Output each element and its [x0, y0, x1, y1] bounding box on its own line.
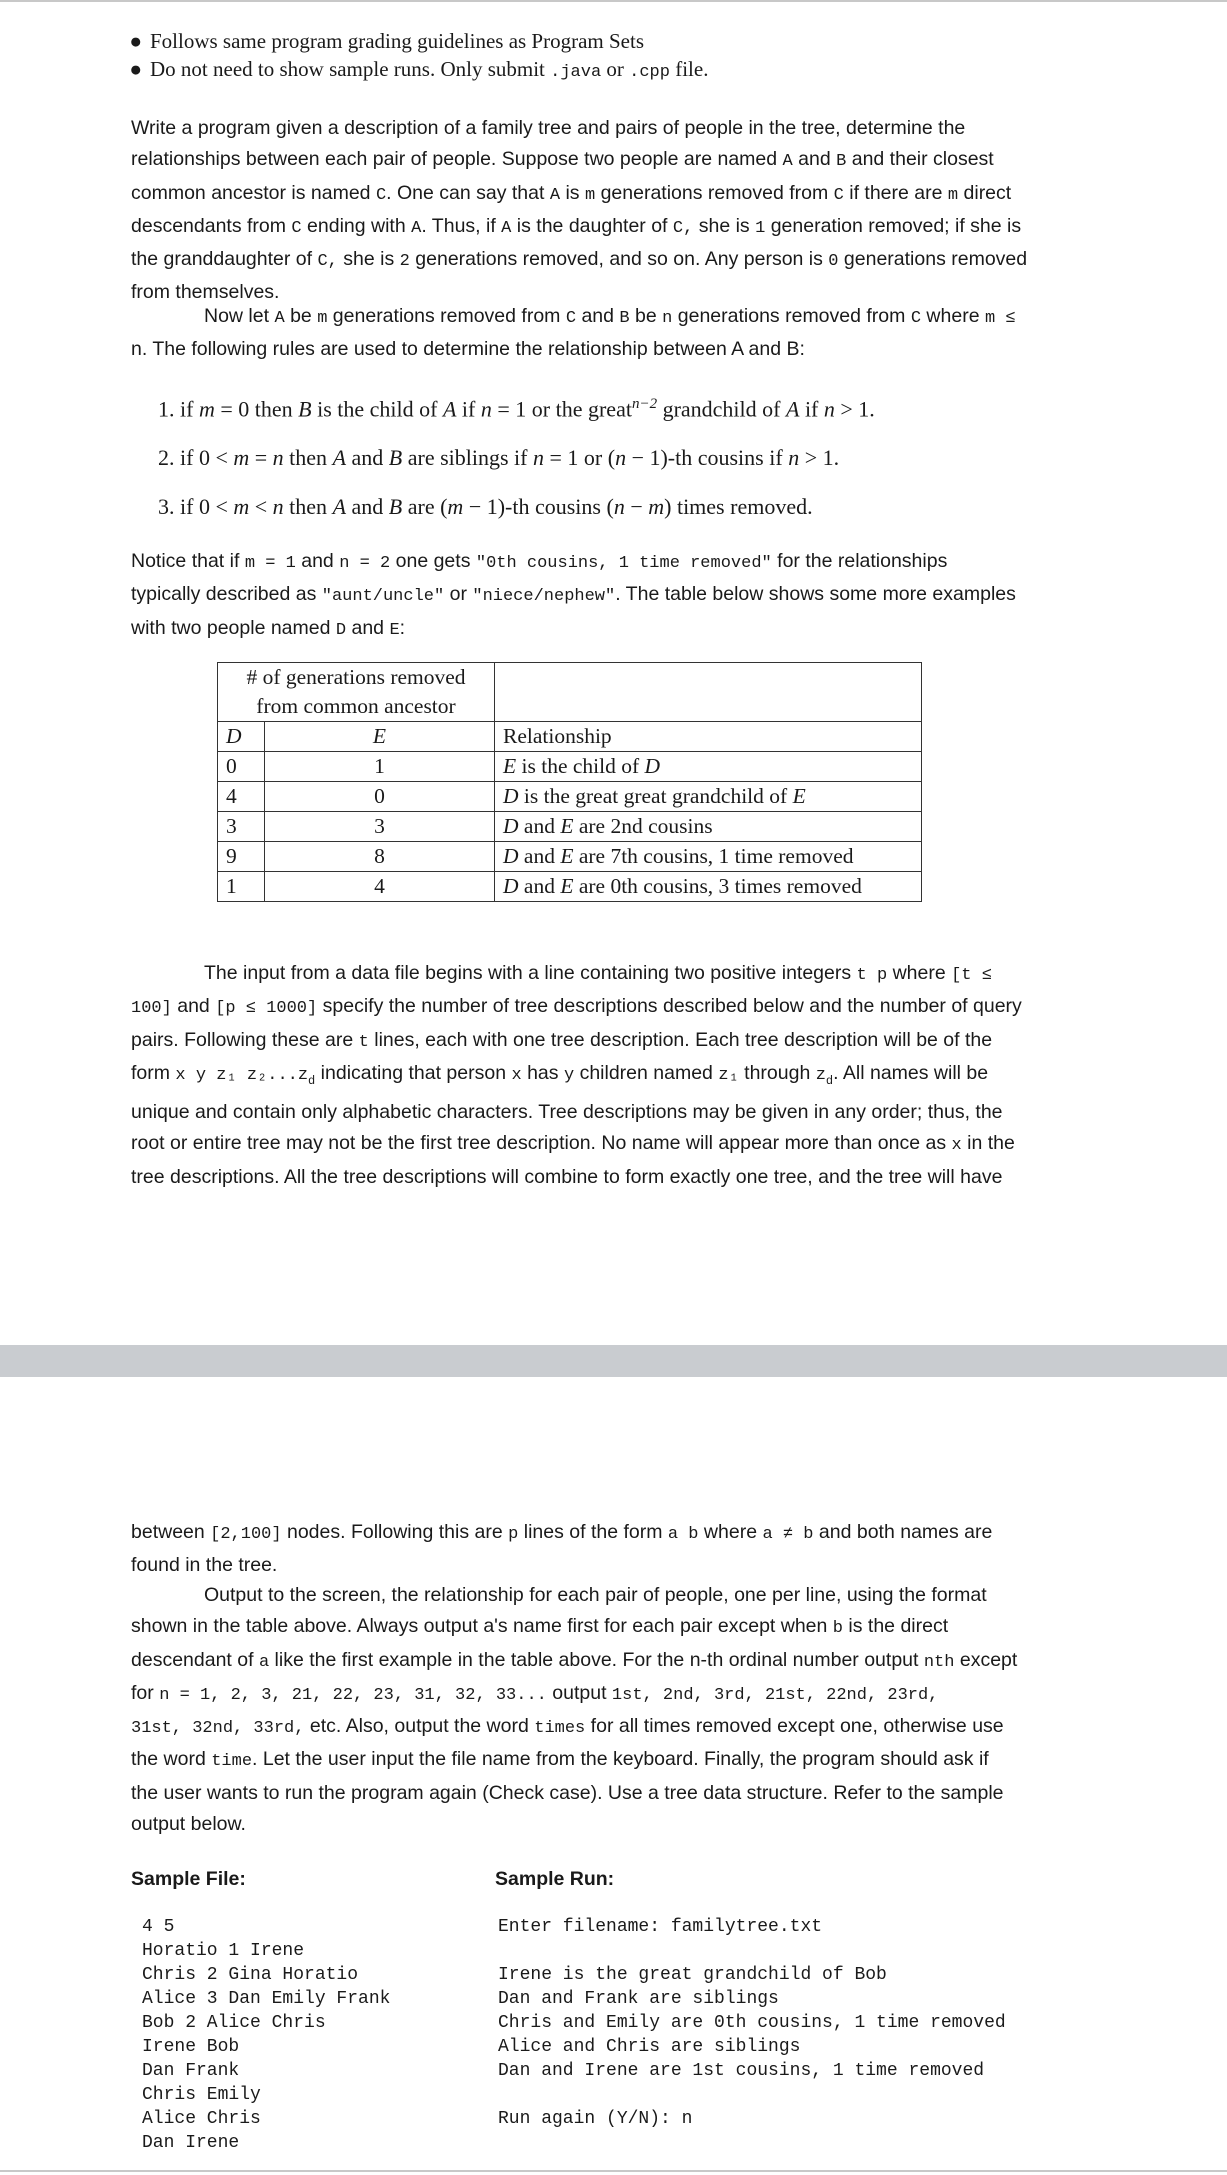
- code: n = 2: [339, 554, 391, 573]
- text: like the first example in the table above. For the n-th ordinal number output: [269, 1648, 924, 1671]
- text: specify the number of tree descriptions described below and the number of query: [317, 995, 1022, 1018]
- var: D: [644, 754, 661, 778]
- code: [2,100]: [210, 1525, 282, 1544]
- var: A: [332, 445, 347, 470]
- text: and: [792, 148, 837, 171]
- code: C: [291, 218, 302, 238]
- text-line: [131, 178, 1111, 211]
- text: root or entire tree may not be the first tree description. No name will appear more than once as: [131, 1132, 952, 1155]
- text: generations removed from: [595, 181, 834, 204]
- code: nth: [923, 1652, 955, 1672]
- column-header-relationship: Relationship: [495, 722, 922, 752]
- table-row: [218, 782, 922, 812]
- code: a b: [667, 1525, 699, 1544]
- code: B: [836, 152, 847, 172]
- text: form: [131, 1061, 176, 1084]
- text: are 7th cousins, 1 time removed: [573, 844, 854, 868]
- sample-file-heading: Sample File:: [131, 1868, 246, 1890]
- text: grandchild of: [657, 396, 786, 422]
- text: between: [131, 1521, 211, 1543]
- text: except: [954, 1648, 1018, 1671]
- code: m = 1: [244, 554, 296, 573]
- text-line: [131, 1025, 1121, 1058]
- code: "0th cousins, 1 time removed": [475, 554, 772, 573]
- text-line: [131, 1744, 1121, 1777]
- text-line: [131, 1711, 1121, 1744]
- document-page-2: [0, 1377, 1227, 2167]
- text: descendants from: [131, 214, 292, 237]
- text-line: output below.: [131, 1813, 246, 1836]
- text: if: [456, 396, 481, 422]
- code: a: [258, 1652, 270, 1672]
- code: "niece/nephew": [472, 587, 616, 607]
- text: −: [624, 494, 649, 519]
- cell-relationship: [495, 842, 922, 872]
- text: lines, each with one tree description. Each tree description will be of the: [368, 1028, 993, 1051]
- cell-e: 3: [265, 812, 495, 842]
- code: x y z₁ z₂...z: [175, 1065, 309, 1085]
- text: common ancestor is named: [131, 181, 376, 204]
- text-line: from themselves.: [131, 281, 280, 304]
- text: generations removed, and so on. Any person is: [409, 248, 829, 271]
- header-text: # of generations removed: [246, 665, 466, 689]
- code: z: [815, 1065, 826, 1085]
- code: time: [211, 1752, 253, 1772]
- text: = 1 or (: [544, 445, 616, 470]
- superscript: n−2: [631, 396, 658, 412]
- text: if 0 <: [180, 494, 234, 519]
- code: p: [508, 1525, 519, 1544]
- text: Notice that if: [131, 550, 245, 572]
- code: b: [832, 1619, 843, 1639]
- var: E: [560, 814, 574, 838]
- text: generation removed; if she is: [765, 214, 1022, 237]
- relationship-table: [217, 662, 922, 902]
- text-line: [131, 211, 1111, 244]
- bullet-text: or: [601, 57, 630, 81]
- blank-header-cell: [495, 663, 922, 722]
- text: . Thus, if: [421, 214, 502, 237]
- text: direct: [958, 181, 1012, 204]
- column-header-e: E: [265, 722, 495, 752]
- text: where: [887, 962, 952, 984]
- text: shown in the table above. Always output a's name first for each pair except when: [131, 1615, 833, 1638]
- text: = 1 or the great: [491, 396, 632, 422]
- cell-relationship: [495, 782, 922, 812]
- rule-item: [158, 445, 875, 494]
- var: B: [388, 494, 403, 519]
- text: − 1)-th cousins if: [626, 445, 789, 470]
- table-row: [218, 812, 922, 842]
- column-header-d: D: [218, 722, 265, 752]
- text: if: [799, 396, 824, 422]
- bullet-text: Do not need to show sample runs. Only submit: [150, 57, 551, 81]
- code: D: [335, 620, 347, 640]
- text: are siblings if: [402, 445, 533, 470]
- code: m: [947, 185, 959, 205]
- var: E: [560, 874, 574, 898]
- var: m: [233, 445, 250, 470]
- text: she is: [693, 214, 756, 237]
- text: has: [521, 1061, 564, 1084]
- text: and their closest: [846, 148, 994, 171]
- text: be: [284, 305, 318, 327]
- text: . The table below shows some more examples: [615, 583, 1016, 606]
- sample-run-prompt: Enter filename: familytree.txt: [498, 1917, 823, 1937]
- text: descendant of: [131, 1648, 259, 1671]
- text-line: n. The following rules are used to determine the relationship between A and B:: [131, 338, 805, 361]
- text-line: Write a program given a description of a family tree and pairs of people in the tree, determine the: [131, 117, 966, 139]
- text-line: [131, 1128, 1121, 1161]
- code: 1: [755, 218, 766, 238]
- code: 31st, 32nd, 33rd,: [131, 1719, 305, 1739]
- text: are 2nd cousins: [573, 814, 713, 838]
- text-line: [131, 301, 1121, 334]
- rule-item: [158, 396, 875, 445]
- text: children named: [574, 1061, 719, 1084]
- code: m: [317, 309, 328, 328]
- text: and: [576, 305, 620, 327]
- code: m ≤: [984, 309, 1016, 328]
- code: B: [619, 309, 630, 328]
- text: = 0 then: [214, 396, 299, 422]
- text: she is: [337, 248, 400, 271]
- text: <: [249, 494, 273, 519]
- cell-d: 4: [218, 782, 265, 812]
- code: n = 1, 2, 3, 21, 22, 23, 31, 32, 33...: [159, 1685, 547, 1705]
- bullet-icon: ●: [129, 29, 142, 53]
- var: B: [388, 445, 403, 470]
- var: n: [533, 445, 544, 470]
- code: A: [549, 185, 561, 205]
- text: . One can say that: [386, 181, 550, 204]
- text: − 1)-th cousins (: [463, 494, 614, 519]
- subscript: d: [308, 1073, 316, 1088]
- text: then: [283, 445, 333, 470]
- code: [t ≤: [951, 966, 992, 985]
- cell-d: 3: [218, 812, 265, 842]
- var: m: [233, 494, 250, 519]
- table-row: [218, 842, 922, 872]
- var: E: [560, 844, 574, 868]
- text: for all times removed except one, otherwise use: [585, 1715, 1004, 1738]
- text-line: [131, 613, 1121, 646]
- bullet-item-submit: [129, 57, 709, 82]
- code: t p: [856, 966, 888, 985]
- table-row: [218, 872, 922, 902]
- code: E: [389, 620, 400, 640]
- text: if there are: [843, 181, 948, 204]
- bullet-text: file.: [669, 57, 709, 81]
- cell-e: 8: [265, 842, 495, 872]
- var: n: [615, 445, 627, 470]
- cell-e: 1: [265, 752, 495, 782]
- text: and both names are: [813, 1521, 993, 1543]
- text: the granddaughter of: [131, 248, 318, 271]
- text: for the relationships: [771, 550, 948, 572]
- text: is the child of: [516, 754, 645, 778]
- bullet-text: Follows same program grading guidelines as Program Sets: [150, 29, 645, 53]
- text-line: [131, 579, 1121, 612]
- rules-list: [158, 396, 875, 543]
- code: 2: [399, 252, 410, 272]
- code: m: [584, 185, 596, 205]
- page-bottom-rule: [0, 2170, 1227, 2172]
- query-paragraph: [131, 1517, 1121, 1582]
- var: A: [785, 396, 800, 422]
- output-paragraph: [131, 1580, 1121, 1840]
- text: and: [518, 844, 561, 868]
- text: ending with: [301, 214, 412, 237]
- rule-number: 3.: [158, 494, 175, 519]
- code: C: [565, 309, 577, 328]
- page-top-rule: [0, 0, 1227, 2]
- var: n: [480, 396, 492, 422]
- text: pairs. Following these are: [131, 1028, 359, 1051]
- input-format-paragraph: [131, 958, 1121, 1193]
- text: and: [295, 550, 340, 572]
- var: D: [503, 814, 519, 838]
- sample-run-output: Irene is the great grandchild of Bob Dan and Frank are siblings Chris and Emily are 0th cousins, 1 time removed Alice and Chris are siblings Dan and Irene are 1st cousins, 1 time removed: [498, 1965, 1006, 2081]
- code: A: [501, 218, 512, 238]
- text-line: [131, 1611, 1121, 1644]
- text-line: [131, 144, 1111, 177]
- code: A: [782, 152, 793, 172]
- text: output: [546, 1681, 612, 1704]
- generations-header: [218, 663, 495, 722]
- rule-item: [158, 494, 875, 543]
- var: n: [823, 396, 835, 422]
- code: A: [274, 309, 285, 328]
- cell-e: 4: [265, 872, 495, 902]
- cell-relationship: [495, 812, 922, 842]
- intro-paragraph: [131, 113, 1111, 309]
- code: 100]: [131, 999, 172, 1019]
- text: nodes. Following this are: [281, 1521, 509, 1543]
- text-line: Output to the screen, the relationship for each pair of people, one per line, using the format: [204, 1584, 987, 1606]
- text: . Let the user input the file name from the keyboard. Finally, the program should ask if: [252, 1748, 989, 1771]
- text: Now let: [204, 305, 275, 327]
- text: is the daughter of: [511, 214, 673, 237]
- text: ) times removed.: [664, 494, 813, 519]
- code: C: [910, 309, 922, 328]
- text: are 0th cousins, 3 times removed: [573, 874, 862, 898]
- code-ext-java: .java: [550, 63, 602, 82]
- var: n: [788, 445, 800, 470]
- text-line: [131, 1517, 1121, 1550]
- text: is the child of: [311, 396, 443, 422]
- text-line: [131, 546, 1121, 579]
- text: and: [518, 814, 561, 838]
- text-line: [131, 1678, 1121, 1711]
- text: or: [444, 583, 473, 606]
- text: are (: [402, 494, 448, 519]
- text: :: [399, 616, 406, 639]
- table-header-row: [218, 663, 922, 722]
- header-text: from common ancestor: [256, 694, 456, 718]
- var: n: [272, 494, 284, 519]
- code: 0: [828, 252, 839, 272]
- text: through: [738, 1061, 816, 1084]
- text: =: [249, 445, 273, 470]
- table-subheader-row: [218, 722, 922, 752]
- text: > 1.: [799, 445, 840, 470]
- text: if: [180, 396, 199, 422]
- var: n: [613, 494, 625, 519]
- var: A: [442, 396, 457, 422]
- bullet-icon: ●: [129, 57, 142, 81]
- cell-d: 9: [218, 842, 265, 872]
- var: m: [648, 494, 665, 519]
- text-line: [131, 958, 1121, 991]
- cell-d: 0: [218, 752, 265, 782]
- cell-d: 1: [218, 872, 265, 902]
- var: E: [792, 784, 806, 808]
- var: D: [503, 784, 519, 808]
- code: C,: [317, 252, 338, 272]
- text-line: [131, 244, 1111, 277]
- text: is the direct: [843, 1615, 949, 1638]
- text: with two people named: [131, 616, 336, 639]
- rule-number: 1.: [158, 396, 175, 422]
- text: in the: [961, 1132, 1015, 1155]
- var: A: [332, 494, 347, 519]
- var: m: [447, 494, 464, 519]
- text: etc. Also, output the word: [304, 1715, 535, 1738]
- text-line: [131, 1645, 1121, 1678]
- text: where: [698, 1521, 763, 1543]
- code: C,: [672, 218, 694, 238]
- text-line: [131, 991, 1121, 1024]
- text: where: [921, 305, 985, 327]
- text: indicating that person: [315, 1061, 512, 1084]
- code: x: [951, 1136, 962, 1156]
- code-ext-cpp: .cpp: [629, 63, 670, 82]
- sample-run-again: Run again (Y/N): n: [498, 2109, 693, 2129]
- cell-relationship: [495, 872, 922, 902]
- subscript: d: [825, 1073, 834, 1088]
- text: the word: [131, 1748, 212, 1771]
- text: generations removed from: [672, 305, 911, 327]
- text: and: [171, 995, 216, 1018]
- text: relationships between each pair of people. Suppose two people are named: [131, 148, 783, 171]
- var: D: [503, 844, 519, 868]
- text-line: [131, 1058, 1121, 1097]
- text: generations removed: [838, 248, 1028, 271]
- text: The input from a data file begins with a line containing two positive integers: [204, 962, 857, 984]
- text: then: [283, 494, 333, 519]
- code: times: [534, 1719, 586, 1739]
- code: n: [662, 309, 673, 328]
- text: be: [629, 305, 663, 327]
- table-row: [218, 752, 922, 782]
- text: if 0 <: [180, 445, 234, 470]
- text: and: [346, 616, 390, 639]
- notice-paragraph: [131, 546, 1121, 646]
- code: A: [411, 218, 422, 238]
- code: t: [358, 1032, 369, 1052]
- text-line: the user wants to run the program again (Check case). Use a tree data structure. Refer to the sample: [131, 1781, 1004, 1804]
- text-line: found in the tree.: [131, 1554, 278, 1577]
- code: C: [375, 185, 387, 205]
- cell-relationship: [495, 752, 922, 782]
- code: [p ≤ 1000]: [215, 999, 318, 1019]
- text: and: [346, 445, 389, 470]
- code: 1st, 2nd, 3rd, 21st, 22nd, 23rd,: [611, 1685, 939, 1705]
- text: > 1.: [834, 396, 875, 422]
- text: . All names will be: [833, 1061, 989, 1084]
- sample-file-code: 4 5 Horatio 1 Irene Chris 2 Gina Horatio Alice 3 Dan Emily Frank Bob 2 Alice Chris Irene Bob Dan Frank Chris Emily Alice Chris Dan Irene: [142, 1917, 391, 2153]
- code: C: [833, 185, 844, 205]
- text: generations removed from: [327, 305, 566, 327]
- text: and: [518, 874, 561, 898]
- code: x: [511, 1065, 522, 1085]
- code: y: [563, 1065, 575, 1085]
- var: D: [503, 874, 519, 898]
- rule-number: 2.: [158, 445, 175, 470]
- code: z₁: [718, 1065, 739, 1085]
- code: "aunt/uncle": [321, 587, 445, 607]
- code: a ≠ b: [762, 1525, 814, 1544]
- var: n: [272, 445, 284, 470]
- text: and: [346, 494, 389, 519]
- text-line: tree descriptions. All the tree descriptions will combine to form exactly one tree, and the tree will have: [131, 1165, 1003, 1188]
- text: one gets: [390, 550, 476, 572]
- sample-run-heading: Sample Run:: [495, 1868, 615, 1890]
- var: m: [198, 396, 215, 422]
- text-line: unique and contain only alphabetic characters. Tree descriptions may be given in any order; thus, the: [131, 1101, 1003, 1124]
- text: is the great great grandchild of: [518, 784, 793, 808]
- bullet-item-grading: [129, 29, 645, 54]
- var: B: [298, 396, 312, 422]
- cell-e: 0: [265, 782, 495, 812]
- text: typically described as: [131, 583, 322, 606]
- page-separator: [0, 1345, 1227, 1377]
- rules-intro-paragraph: [131, 301, 1121, 366]
- text: is: [560, 181, 585, 204]
- text: for: [131, 1681, 160, 1704]
- text: lines of the form: [518, 1521, 668, 1543]
- var: E: [503, 754, 517, 778]
